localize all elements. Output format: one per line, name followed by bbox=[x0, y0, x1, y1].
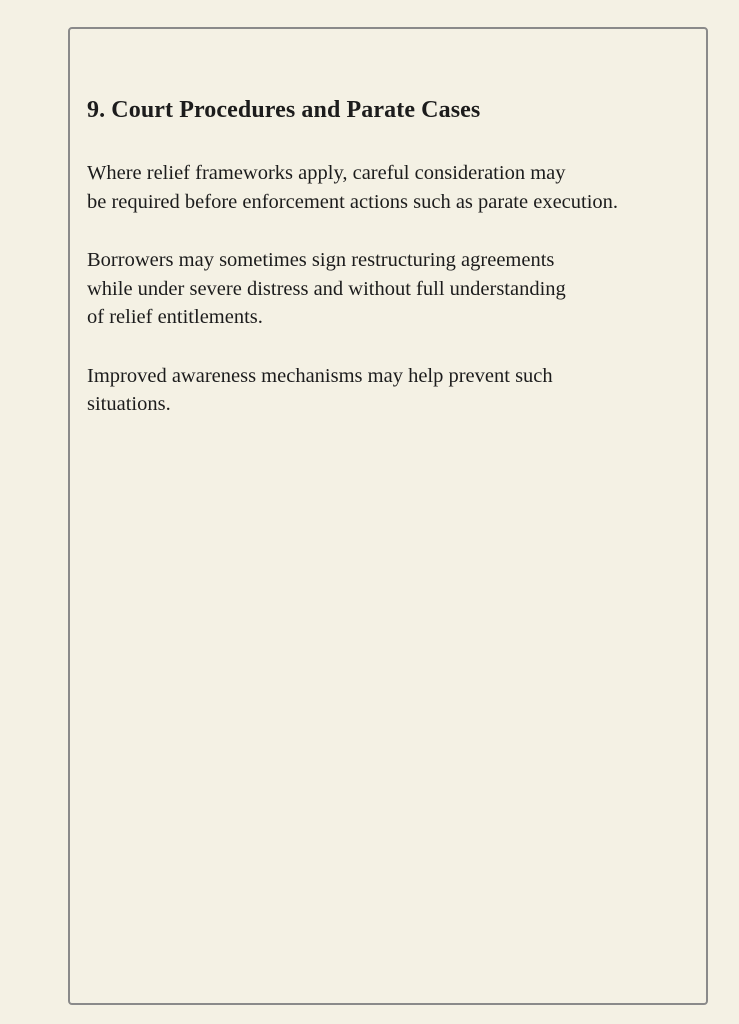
paragraph-awareness: Improved awareness mechanisms may help prevent such situations. bbox=[87, 364, 553, 415]
paragraph-borrowers: Borrowers may sometimes sign restructuring agreements while under severe distress and without full understanding of relief entitlements. bbox=[87, 249, 566, 328]
section-title: 9. Court Procedures and Parate Cases bbox=[87, 97, 481, 123]
paragraph-relief-frameworks: Where relief frameworks apply, careful consideration may be required before enforcement actions such as parate execution. bbox=[87, 162, 619, 213]
section-content bbox=[87, 92, 702, 449]
